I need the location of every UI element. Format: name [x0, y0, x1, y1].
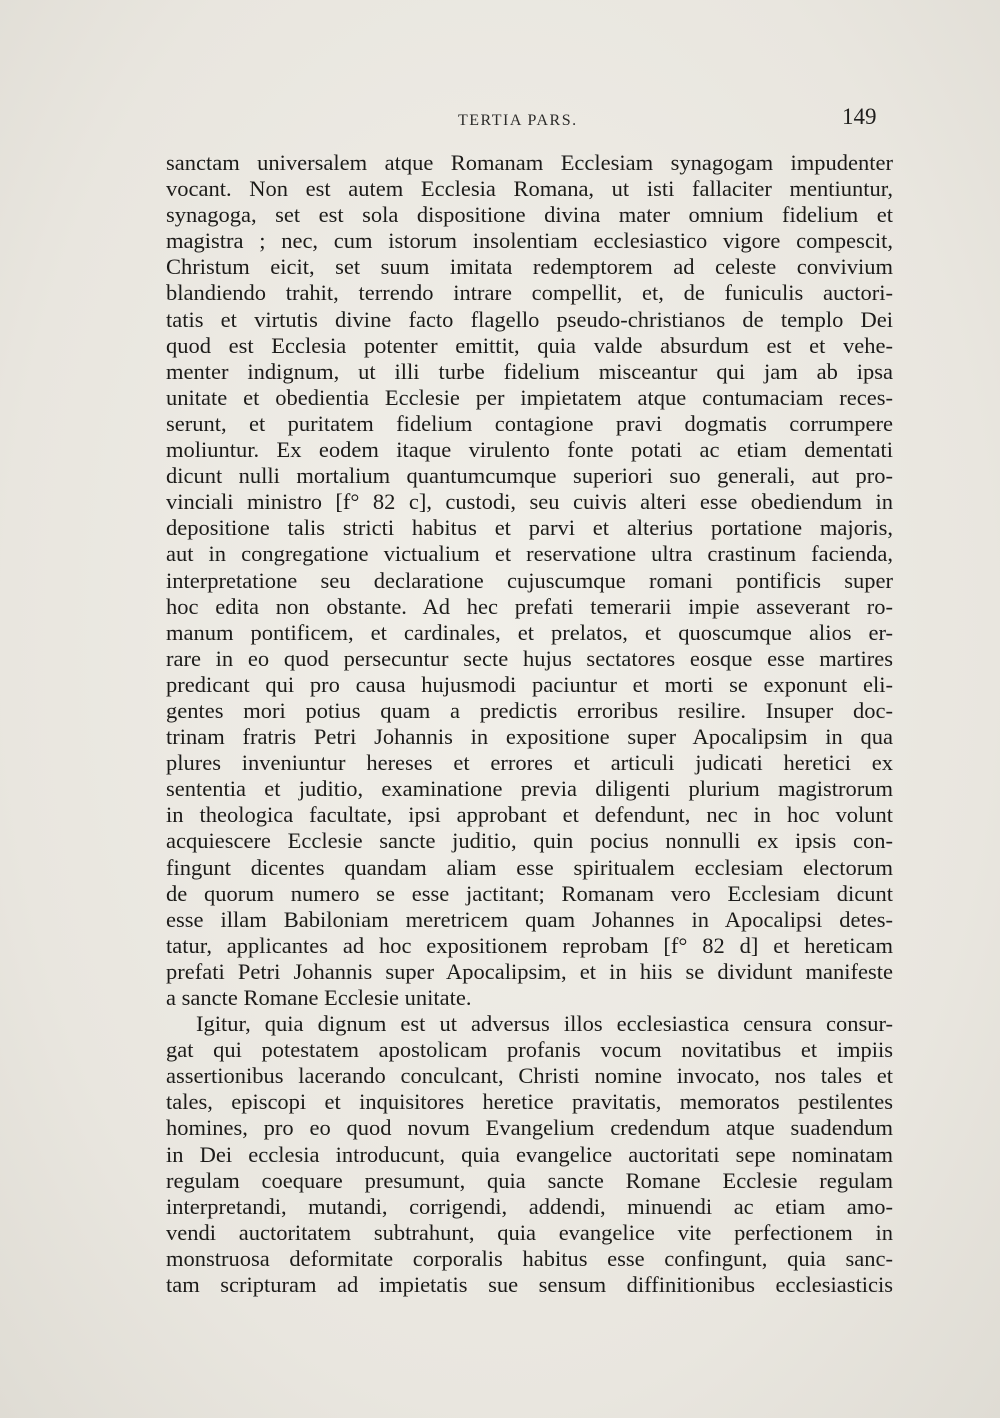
text-line: gat qui potestatem apostolicam profanis vocum novitatibus et impiis: [166, 1037, 893, 1063]
text-line: assertionibus lacerando conculcant, Christi nomine invocato, nos tales et: [166, 1063, 893, 1089]
text-line: manum pontificem, et cardinales, et prelatos, et quoscumque alios er-: [166, 619, 893, 645]
text-line: unitate et obedientia Ecclesie per impietatem atque contumaciam reces-: [166, 384, 893, 410]
text-line: rare in eo quod persecuntur secte hujus sectatores eosque esse martires: [166, 645, 893, 671]
text-line: in theologica facultate, ipsi approbant et defendunt, nec in hoc volunt: [166, 802, 893, 828]
text-line: quod est Ecclesia potenter emittit, quia valde absurdum est et vehe-: [166, 332, 893, 358]
text-line: magistra ; nec, cum istorum insolentiam ecclesiastico vigore compescit,: [166, 228, 893, 254]
text-line: prefati Petri Johannis super Apocalipsim, et in hiis se dividunt manifeste: [166, 958, 893, 984]
text-line: interpretatione seu declaratione cujuscumque romani pontificis super: [166, 567, 893, 593]
text-line: vendi auctoritatem subtrahunt, quia evangelice vite perfectionem in: [166, 1219, 893, 1245]
text-line: gentes mori potius quam a predictis erroribus resilire. Insuper doc-: [166, 697, 893, 723]
text-line: in Dei ecclesia introducunt, quia evangelice auctoritati sepe nominatam: [166, 1141, 893, 1167]
text-line: plures inveniuntur hereses et errores et articuli judicati heretici ex: [166, 750, 893, 776]
paragraph-start-line: Igitur, quia dignum est ut adversus illos ecclesiastica censura consur-: [196, 1011, 893, 1037]
text-line: menter indignum, ut illi turbe fidelium misceantur qui jam ab ipsa: [166, 358, 893, 384]
text-line: homines, pro eo quod novum Evangelium credendum atque suadendum: [166, 1115, 893, 1141]
text-line: serunt, et puritatem fidelium contagione pravi dogmatis corrumpere: [166, 410, 893, 436]
text-line: vocant. Non est autem Ecclesia Romana, ut isti fallaciter mentiuntur,: [166, 176, 893, 202]
text-line: monstruosa deformitate corporalis habitus esse confingunt, quia sanc-: [166, 1245, 893, 1271]
text-line: fingunt dicentes quandam aliam esse spiritualem ecclesiam electorum: [166, 854, 893, 880]
text-line: dicunt nulli mortalium quantumcumque superiori suo generali, aut pro-: [166, 463, 893, 489]
text-line: moliuntur. Ex eodem itaque virulento fonte potati ac etiam dementati: [166, 437, 893, 463]
text-line: esse illam Babiloniam meretricem quam Johannes in Apocalipsi detes-: [166, 906, 893, 932]
paragraph-end-line: a sancte Romane Ecclesie unitate.: [166, 985, 472, 1010]
text-line: acquiescere Ecclesie sancte juditio, quin pocius nonnulli ex ipsis con-: [166, 828, 893, 854]
text-line: de quorum numero se esse jactitant; Romanam vero Ecclesiam dicunt: [166, 880, 893, 906]
text-line: tatur, applicantes ad hoc expositionem reprobam [f° 82 d] et hereticam: [166, 932, 893, 958]
running-head: TERTIA PARS.: [458, 112, 578, 129]
text-line: tatis et virtutis divine facto flagello pseudo-christianos de templo Dei: [166, 306, 893, 332]
text-line: regulam coequare presumunt, quia sancte Romane Ecclesie regulam: [166, 1167, 893, 1193]
text-line: interpretandi, mutandi, corrigendi, addendi, minuendi ac etiam amo-: [166, 1193, 893, 1219]
text-line: trinam fratris Petri Johannis in expositione super Apocalipsim in qua: [166, 724, 893, 750]
text-line: Christum eicit, set suum imitata redemptorem ad celeste convivium: [166, 254, 893, 280]
text-line: sententia et juditio, examinatione previa diligenti plurium magistrorum: [166, 776, 893, 802]
body-text: [166, 150, 893, 1298]
text-line: blandiendo trahit, terrendo intrare compellit, et, de funiculis auctori-: [166, 280, 893, 306]
text-line: tam scripturam ad impietatis sue sensum diffinitionibus ecclesiasticis: [166, 1272, 893, 1298]
text-line: sanctam universalem atque Romanam Ecclesiam synagogam impudenter: [166, 150, 893, 175]
text-line: vinciali ministro [f° 82 c], custodi, seu cuivis alteri esse obediendum in: [166, 489, 893, 515]
text-line: tales, episcopi et inquisitores heretice pravitatis, memoratos pestilentes: [166, 1089, 893, 1115]
text-line: depositione talis stricti habitus et parvi et alterius portatione majoris,: [166, 515, 893, 541]
text-line: hoc edita non obstante. Ad hec prefati temerarii impie asseverant ro-: [166, 593, 893, 619]
page-number: 149: [842, 104, 877, 129]
text-line: synagoga, set est sola dispositione divina mater omnium fidelium et: [166, 202, 893, 228]
text-line: aut in congregatione victualium et reservatione ultra crastinum facienda,: [166, 541, 893, 567]
text-line: predicant qui pro causa hujusmodi paciuntur et morti se exponunt eli-: [166, 671, 893, 697]
